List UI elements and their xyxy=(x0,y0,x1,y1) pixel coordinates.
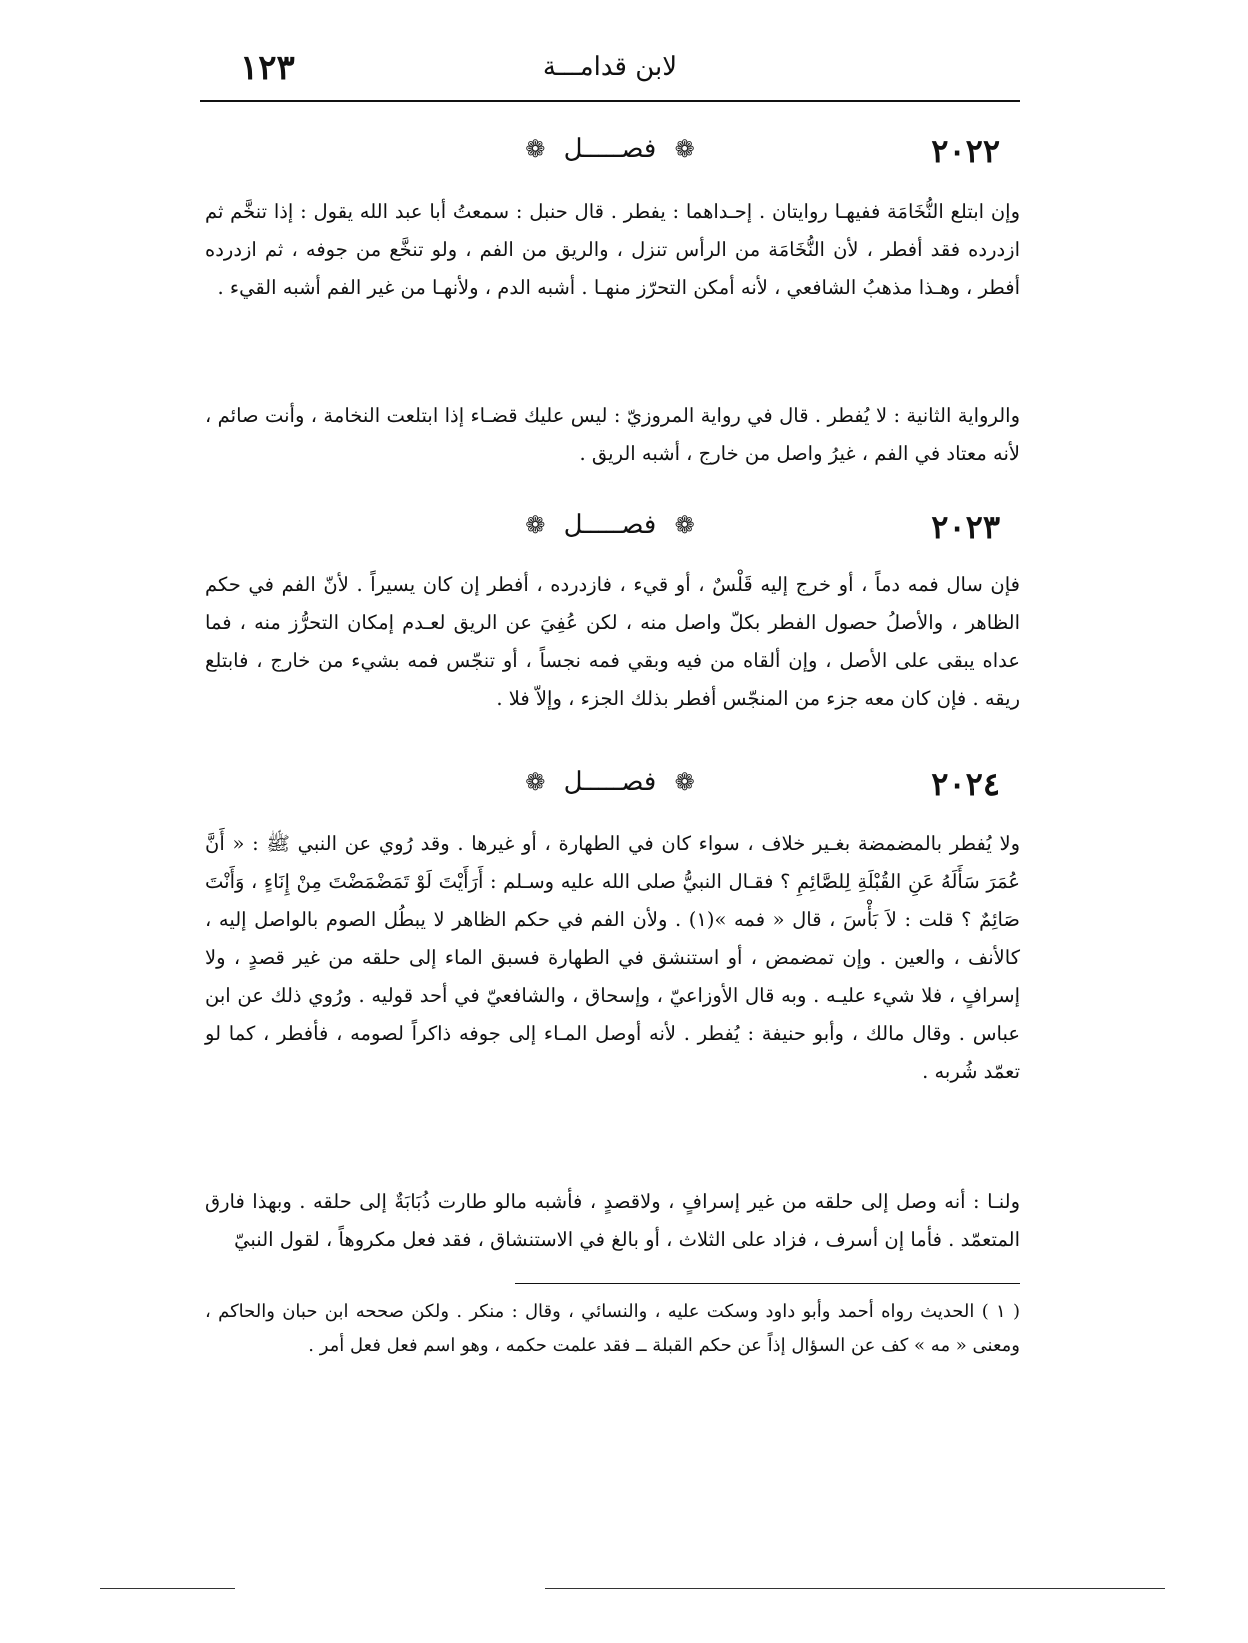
section-heading-2022 xyxy=(200,130,1020,174)
paragraph: والرواية الثانية : لا يُفطر . قال في رواية المروزيّ : ليس عليك قضـاء إذا ابتلعت النخامة ، وأنت صائم ، لأنه معتاد في الفم ، غيرُ واصل من خارج ، أشبه الريق . xyxy=(205,404,1020,465)
footnote-rule xyxy=(515,1283,1020,1284)
section-title xyxy=(200,134,1020,164)
section-number: ٢٠٢٤ xyxy=(931,765,1000,803)
ornament-left-icon: ❁ xyxy=(525,511,546,539)
section-number: ٢٠٢٢ xyxy=(931,132,1000,170)
ornament-right-icon: ❁ xyxy=(674,511,695,539)
header-rule xyxy=(200,100,1020,102)
section-title-text: فصـــــل xyxy=(563,767,657,797)
ornament-left-icon: ❁ xyxy=(525,768,546,796)
section-title-text: فصـــــل xyxy=(563,510,657,540)
ornament-right-icon: ❁ xyxy=(674,768,695,796)
paragraph: ولا يُفطر بالمضمضة بغـير خلاف ، سواء كان في الطهارة ، أو غيرها . وقد رُوي عن النبي ﷺ : « أَنَّ عُمَرَ سَأَلَهُ عَنِ القُبْلَةِ لِلصَّائِمِ ؟ فقـال النبيُّ صلى الله عليه وسـلم : أَرَأَيْتَ لَوْ تَمَضْمَضْتَ مِنْ إِنَاءٍ ، وَأَنْتَ صَائِمٌ ؟ قلت : لاَ بَأْسَ ، قال « فمه »(١) . ولأن الفم في حكم الظاهر لا يبطُل الصوم بالواصل إليه ، كالأنف ، والعين . وإن تمضمض ، أو استنشق في الطهارة فسبق الماء إلى حلقه من غير قصدٍ ، ولا إسرافٍ ، فلا شيء عليـه . وبه قال الأوزاعيّ ، وإسحاق ، والشافعيّ في أحد قوليه . ورُوي ذلك عن ابن عباس . وقال مالك ، وأبو حنيفة : يُفطر . لأنه أوصل المـاء إلى جوفه ذاكراً لصومه ، فأفطر ، كما لو تعمّد شُربه . xyxy=(205,832,1020,1083)
footnote: ( ١ ) الحديث رواه أحمد وأبو داود وسكت عليه ، والنسائي ، وقال : منكر . ولكن صححه ابن حبان والحاكم ، ومعنى « مه » كف عن السؤال إذاً عن حكم القبلة ــ فقد علمت حكمه ، وهو اسم فعل فعل أمر . xyxy=(205,1301,1020,1356)
page-header xyxy=(200,48,1020,98)
section-heading-2023 xyxy=(200,506,1020,550)
section-heading-2024 xyxy=(200,763,1020,807)
bottom-rule xyxy=(545,1588,1165,1589)
page-number: ١٢٣ xyxy=(240,48,295,88)
running-title: لابن قدامـــة xyxy=(542,52,678,82)
paragraph: وإن ابتلع النُّخَامَة ففيهـا روايتان . إحـداهما : يفطر . قال حنبل : سمعتُ أبا عبد الله يقول : إذا تنخَّم ثم ازدرده فقد أفطر ، لأن النُّخَامَة من الرأس تنزل ، والريق من الفم ، ولو تنخَّع من جوفه ، ثم ازدرده أفطر ، وهـذا مذهبُ الشافعي ، لأنه أمكن التحرّز منهـا . أشبه الدم ، ولأنهـا من غير الفم أشبه القيء . xyxy=(205,200,1020,299)
section-title-text: فصـــــل xyxy=(563,134,657,164)
section-title xyxy=(200,510,1020,540)
ornament-right-icon: ❁ xyxy=(674,135,695,163)
section-number: ٢٠٢٣ xyxy=(931,508,1000,546)
paragraph: ولنـا : أنه وصل إلى حلقه من غير إسرافٍ ، ولاقصدٍ ، فأشبه مالو طارت ذُبَابَةٌ إلى حلقه . وبهذا فارق المتعمّد . فأما إن أسرف ، فزاد على الثلاث ، أو بالغ في الاستنشاق ، فقد فعل مكروهاً ، لقول النبيّ xyxy=(205,1190,1020,1251)
paragraph: فإن سال فمه دماً ، أو خرج إليه قَلْسٌ ، أو قيء ، فازدرده ، أفطر إن كان يسيراً . لأنّ الفم في حكم الظاهر ، والأصلُ حصول الفطر بكلّ واصل منه ، لكن عُفِيَ عن الريق لعـدم إمكان التحرُّز منه ، فما عداه يبقى على الأصل ، وإن ألقاه من فيه وبقي فمه نجساً ، أو تنجّس فمه بشيء من خارج ، فابتلع ريقه . فإن كان معه جزء من المنجّس أفطر بذلك الجزء ، وإلاّ فلا . xyxy=(205,573,1020,710)
ornament-left-icon: ❁ xyxy=(525,135,546,163)
bottom-rule xyxy=(100,1588,235,1589)
section-title xyxy=(200,767,1020,797)
